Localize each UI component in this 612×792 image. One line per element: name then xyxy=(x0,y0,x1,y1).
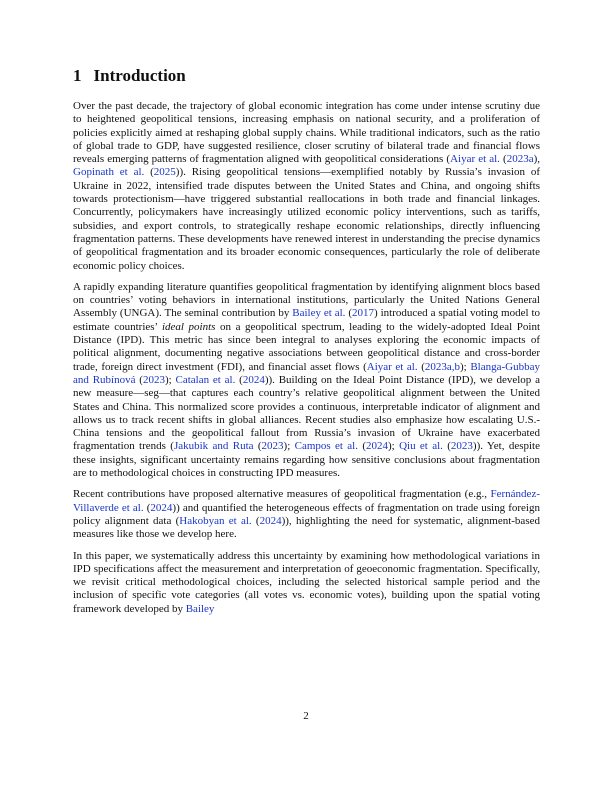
citation-link[interactable]: 2025 xyxy=(153,166,176,179)
text-run: ( xyxy=(235,373,243,386)
text-run: Recent contributions have proposed alternative measures of geopolitical fragmentation (e.g., xyxy=(73,488,491,501)
citation-link[interactable]: 2024 xyxy=(150,501,173,514)
text-run: )) and quantified the heterogeneous effects of fragmentation on trade using foreign policy alignment data ( xyxy=(73,501,540,527)
citation-link[interactable]: Aiyar et al. xyxy=(366,360,418,373)
text-run: ( xyxy=(357,440,366,453)
text-run: ) introduced a spatial voting model to estimate countries’ xyxy=(73,307,541,333)
paragraph xyxy=(73,488,540,541)
text-run: )). Rising geopolitical tensions—exemplified notably by Russia’s invasion of Ukraine in 2022, intensified trade disputes between the United States and China, and ongoing shifts towards protectionism—have triggered substantial reallocations in both trade and financial linkages. Concurrently, policymakers have increasingly utilized economic policy interventions, such as tariffs, subsidies, and export controls, to strategically reshape economic relationships, directly influencing fragmentation patterns. These developments have renewed interest in understanding the precise dynamics of geopolitical fragmentation and its broader economic consequences, particularly the role of deliberate economic policy choices. xyxy=(73,166,540,272)
section-number: 1 xyxy=(73,66,82,85)
citation-link[interactable]: Campos et al. xyxy=(294,440,358,453)
text-run: on a geopolitical spectrum, leading to the widely-adopted Ideal Point Distance (IPD). This metric has since been integral to analyses exploring the economic impacts of political alignment, documenting negative associations between geopolitical distance and cross-border trade, foreign direct investment (FDI), and financial asset flows ( xyxy=(73,320,541,373)
citation-link[interactable]: Bailey xyxy=(185,602,215,615)
text-run: ); xyxy=(460,360,471,373)
citation-link[interactable]: 2023 xyxy=(450,440,473,453)
citation-link[interactable]: Aiyar et al. xyxy=(450,153,500,166)
citation-link[interactable]: 2023 xyxy=(142,373,165,386)
citation-link[interactable]: 2024 xyxy=(366,440,388,453)
text-run: ( xyxy=(143,501,151,514)
citation-link[interactable]: 2023a xyxy=(506,153,534,166)
text-run: )). Building on the Ideal Point Distance (IPD), we develop a new measure—seg—that captures each country’s relative geopolitical alignment between the United States and China. This normalized score provides a continuous, interpretable indicator of alignment and allows us to track recent shifts in global alliances. Recent studies also emphasize how escalating U.S.-China tensions and the geopolitical fallout from Russia’s invasion of Ukraine have exacerbated fragmentation trends ( xyxy=(73,373,540,453)
citation-link[interactable]: Hakobyan et al. xyxy=(179,514,252,527)
text-run: )), highlighting the need for systematic, alignment-based measures like those we develop here. xyxy=(73,514,540,541)
citation-link[interactable]: Bailey et al. xyxy=(292,307,346,320)
citation-link[interactable]: Jakubik and Ruta xyxy=(173,440,254,453)
section-heading xyxy=(73,62,540,90)
citation-link[interactable]: Blanga-Gubbay and Rubínová xyxy=(73,360,540,386)
text-run: A rapidly expanding literature quantifies geopolitical fragmentation by identifying alignment blocs based on countries’ voting behaviors in international institutions, particularly the United Nations General Assembly (UNGA). The seminal contribution by xyxy=(73,280,540,320)
text-run: ( xyxy=(253,440,262,453)
citation-link[interactable]: 2017 xyxy=(352,307,375,320)
citation-link[interactable]: 2024 xyxy=(242,373,265,386)
text-run: ); xyxy=(388,440,400,453)
citation-link[interactable]: Gopinath et al. xyxy=(73,166,145,179)
text-run: ( xyxy=(345,307,353,320)
citation-link[interactable]: 2023 xyxy=(261,440,284,453)
citation-link[interactable]: 2023a,b xyxy=(424,360,461,373)
text-run: ); xyxy=(283,440,295,453)
section-title: Introduction xyxy=(93,66,186,85)
page-number: 2 xyxy=(303,710,309,722)
paper-page xyxy=(73,62,540,624)
text-run: )). Yet, despite these insights, significant uncertainty remains regarding how sensitive conclusions about fragmentation are to methodological choices in constructing IPD measures. xyxy=(73,440,540,480)
text-run: Over the past decade, the trajectory of global economic integration has come under intense scrutiny due to heightened geopolitical tensions, increasing emphasis on national security, and a proliferation of policies explicitly aimed at reshaping global supply chains. While traditional indicators, such as the ratio of global trade to GDP, have suggested resilience, closer scrutiny of bilateral trade and financial flows reveals emerging patterns of fragmentation aligned with geopolitical considerations ( xyxy=(73,100,540,166)
text-run: ( xyxy=(144,166,154,179)
text-run: In this paper, we systematically address this uncertainty by examining how methodological variations in IPD specifications affect the measurement and interpretation of geoeconomic fragmentation. Specifically, we revisit critical methodological choices, including the selected historical sample period and the inclusion of specific vote categories (all votes vs. economic votes), building upon the spatial voting framework developed by xyxy=(73,549,540,615)
citation-link[interactable]: Catalan et al. xyxy=(175,373,236,386)
emphasized-text: ideal points xyxy=(161,320,216,333)
body-text xyxy=(73,100,540,616)
text-run: ), xyxy=(533,153,540,166)
citation-link[interactable]: Fernández-Villaverde et al. xyxy=(73,488,540,514)
paragraph xyxy=(73,550,540,616)
text-run: ( xyxy=(135,373,143,386)
text-run: ); xyxy=(164,373,176,386)
text-run: ( xyxy=(499,153,507,166)
paragraph xyxy=(73,100,540,273)
text-run: ( xyxy=(417,360,425,373)
text-run: ( xyxy=(442,440,451,453)
citation-link[interactable]: 2024 xyxy=(259,514,282,527)
text-run: ( xyxy=(251,514,260,527)
citation-link[interactable]: Qiu et al. xyxy=(399,440,443,453)
paragraph xyxy=(73,281,540,480)
